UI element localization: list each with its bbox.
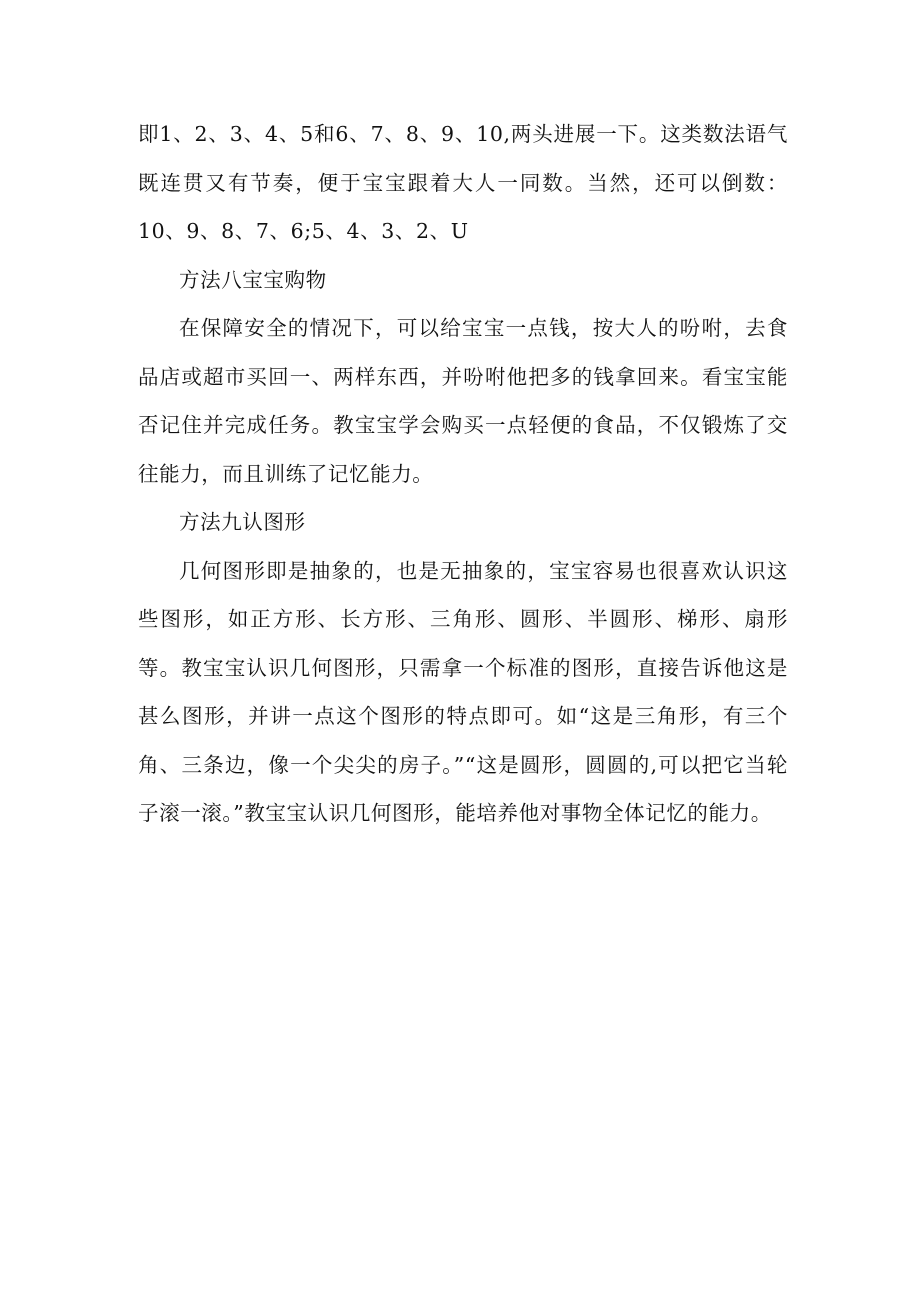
section-heading-method-nine: 方法九认图形 xyxy=(179,510,306,534)
paragraph-counting-continuation: 即1、2、3、4、5和6、7、8、9、10,两头进展一下。这类数法语气既连贯又有节奏，便于宝宝跟着大人一同数。当然，还可以倒数：10、9、8、7、6;5、4、3、2、U xyxy=(138,122,788,243)
paragraph-shopping: 在保障安全的情况下，可以给宝宝一点钱，按大人的吩咐，去食品店或超市买回一、两样东西，并吩咐他把多的钱拿回来。看宝宝能否记住并完成任务。教宝宝学会购买一点轻便的食品，不仅锻炼了交往能力，而且训练了记忆能力。 xyxy=(138,316,788,486)
paragraph-shapes: 几何图形即是抽象的，也是无抽象的，宝宝容易也很喜欢认识这些图形，如正方形、长方形、三角形、圆形、半圆形、梯形、扇形等。教宝宝认识几何图形，只需拿一个标准的图形，直接告诉他这是甚么图形，并讲一点这个图形的特点即可。如“这是三角形，有三个角、三条边，像一个尖尖的房子。”“这是圆形，圆圆的,可以把它当轮子滚一滚。”教宝宝认识几何图形，能培养他对事物全体记忆的能力。 xyxy=(138,558,788,825)
section-heading-method-eight: 方法八宝宝购物 xyxy=(179,267,327,292)
document-body xyxy=(138,110,788,838)
